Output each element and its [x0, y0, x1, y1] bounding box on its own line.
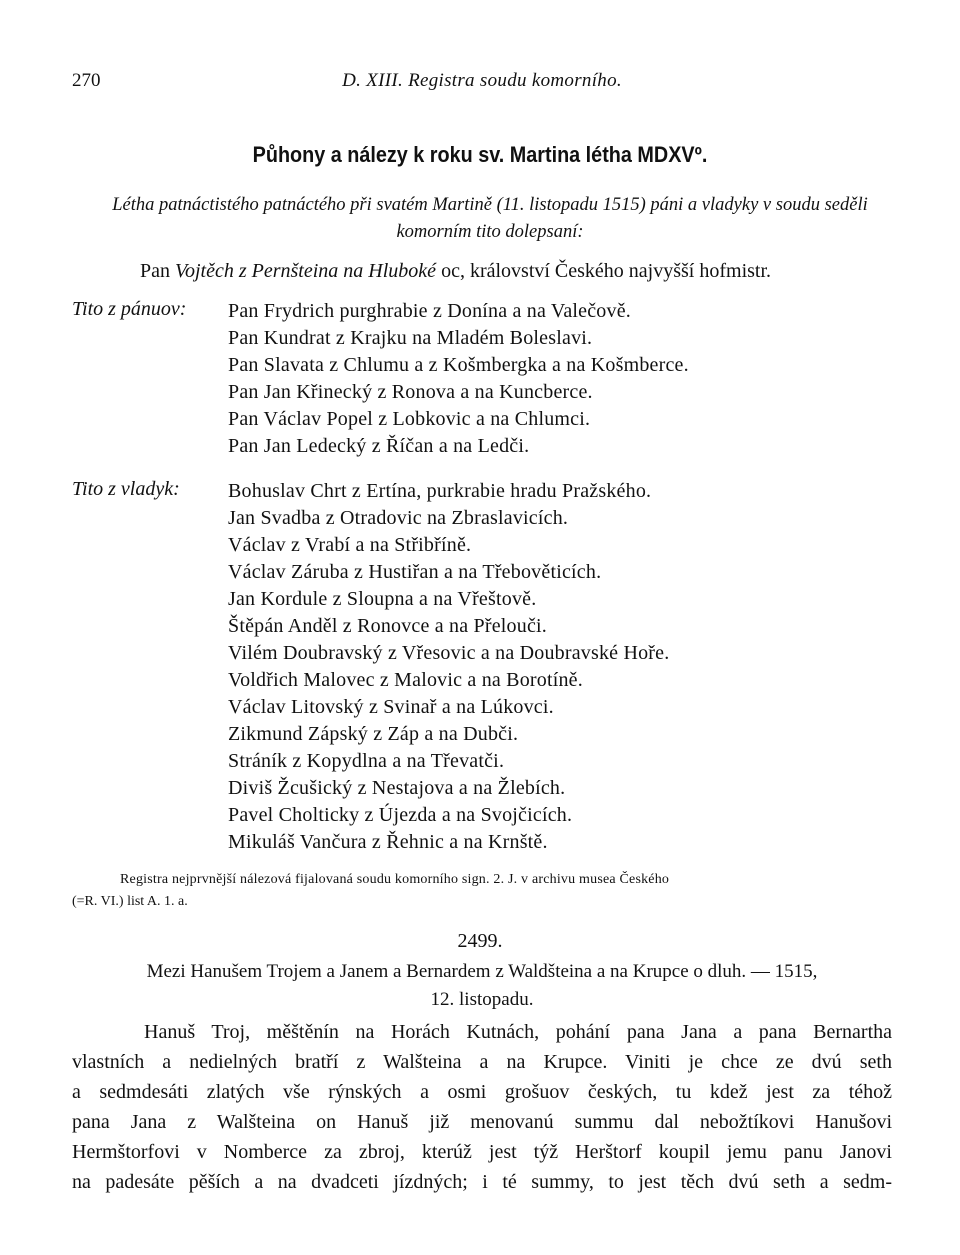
body-line: pana Jana z Walšteina on Hanuš již menovanú summu dal nebožtíkovi Hanušovi	[72, 1111, 892, 1133]
lords-group-label: Tito z pánuov:	[72, 298, 187, 320]
knight-entry: Jan Kordule z Sloupna a na Vřeštově.	[228, 588, 537, 610]
knights-list	[228, 478, 669, 856]
document-body	[72, 1017, 892, 1197]
knight-entry: Bohuslav Chrt z Ertína, purkrabie hradu Pražského.	[228, 480, 652, 502]
document-heading	[72, 958, 892, 1014]
knight-entry: Václav Litovský z Svinař a na Lúkovci.	[228, 696, 554, 718]
knight-entry: Mikuláš Vančura z Řehnic a na Krnště.	[228, 831, 548, 853]
knight-entry: Zikmund Zápský z Záp a na Dubči.	[228, 723, 519, 745]
document-number: 2499.	[457, 930, 503, 952]
body-line: Hermštorfovi v Nomberce za zbroj, kterúž jest týž Herštorf koupil jemu panu Janovi	[72, 1141, 892, 1163]
lords-list	[228, 298, 689, 460]
source-note-line: (=R. VI.) list A. 1. a.	[72, 894, 188, 909]
knight-entry: Pavel Cholticky z Újezda a na Svojčicích.	[228, 804, 573, 826]
knight-entry: Diviš Žcušický z Nestajova a na Žlebích.	[228, 777, 566, 799]
knight-entry: Václav z Vrabí a na Střibříně.	[228, 534, 472, 556]
knight-entry: Jan Svadba z Otradovic na Zbraslavicích.	[228, 507, 569, 529]
page-number: 270	[72, 70, 101, 91]
body-line: a sedmdesáti zlatých vše rýnských a osmi grošuov českých, tu kdež jest za téhož	[72, 1081, 892, 1103]
page-header	[72, 70, 892, 100]
court-chairman	[140, 260, 960, 283]
knight-entry: Štěpán Anděl z Ronovce a na Přelouči.	[228, 615, 547, 637]
intro-paragraph: Létha patnáctistého patnáctého při svatém Martině (11. listopadu 1515) páni a vladyky v soudu seděli komorním tito dolepsaní:	[112, 195, 868, 242]
source-note	[72, 869, 892, 913]
lord-entry: Pan Václav Popel z Lobkovic a na Chlumci.	[228, 408, 591, 430]
document-heading-line: Mezi Hanušem Trojem a Janem a Bernardem z Waldšteina a na Krupce o dluh. — 1515,	[146, 961, 818, 982]
lord-entry: Pan Slavata z Chlumu a z Košmbergka a na Košmberce.	[228, 354, 689, 376]
lord-entry: Pan Frydrich purghrabie z Donína a na Valečově.	[228, 300, 631, 322]
knight-entry: Voldřich Malovec z Malovic a na Borotíně.	[228, 669, 583, 691]
chairman-name: Vojtěch z Pernšteina na Hluboké	[175, 260, 437, 282]
section-title: Půhony a nálezy k roku sv. Martina létha MDXVº.	[252, 142, 708, 167]
document-heading-line: 12. listopadu.	[430, 989, 534, 1010]
knights-group-label: Tito z vladyk:	[72, 478, 180, 500]
lord-entry: Pan Kundrat z Krajku na Mladém Boleslavi.	[228, 327, 593, 349]
lord-entry: Pan Jan Křinecký z Ronova a na Kuncberce.	[228, 381, 593, 403]
chairman-title: Pan	[140, 260, 170, 282]
source-note-line: Registra nejprvnější nálezová fijalovaná soudu komorního sign. 2. J. v archivu musea Českého	[120, 872, 670, 887]
body-line: Hanuš Troj, měštěnín na Horách Kutnách, pohání pana Jana a pana Bernartha	[144, 1021, 892, 1043]
running-title: D. XIII. Registra soudu komorního.	[342, 70, 622, 91]
body-line: na padesáte pěších a na dvadceti jízdných; i té summy, to jest těch dvú seth a sedm-	[72, 1171, 892, 1193]
knight-entry: Vilém Doubravský z Vřesovic a na Doubravské Hoře.	[228, 642, 670, 664]
chairman-office: oc, království Českého najvyšší hofmistr.	[441, 260, 772, 282]
body-line: vlastních a nedielných bratří z Walšteina a na Krupce. Viniti je chce ze dvú seth	[72, 1051, 892, 1073]
knight-entry: Stráník z Kopydlna a na Třevatči.	[228, 750, 505, 772]
knight-entry: Václav Záruba z Hustiřan a na Třebověticích.	[228, 561, 602, 583]
lord-entry: Pan Jan Ledecký z Říčan a na Ledči.	[228, 435, 530, 457]
